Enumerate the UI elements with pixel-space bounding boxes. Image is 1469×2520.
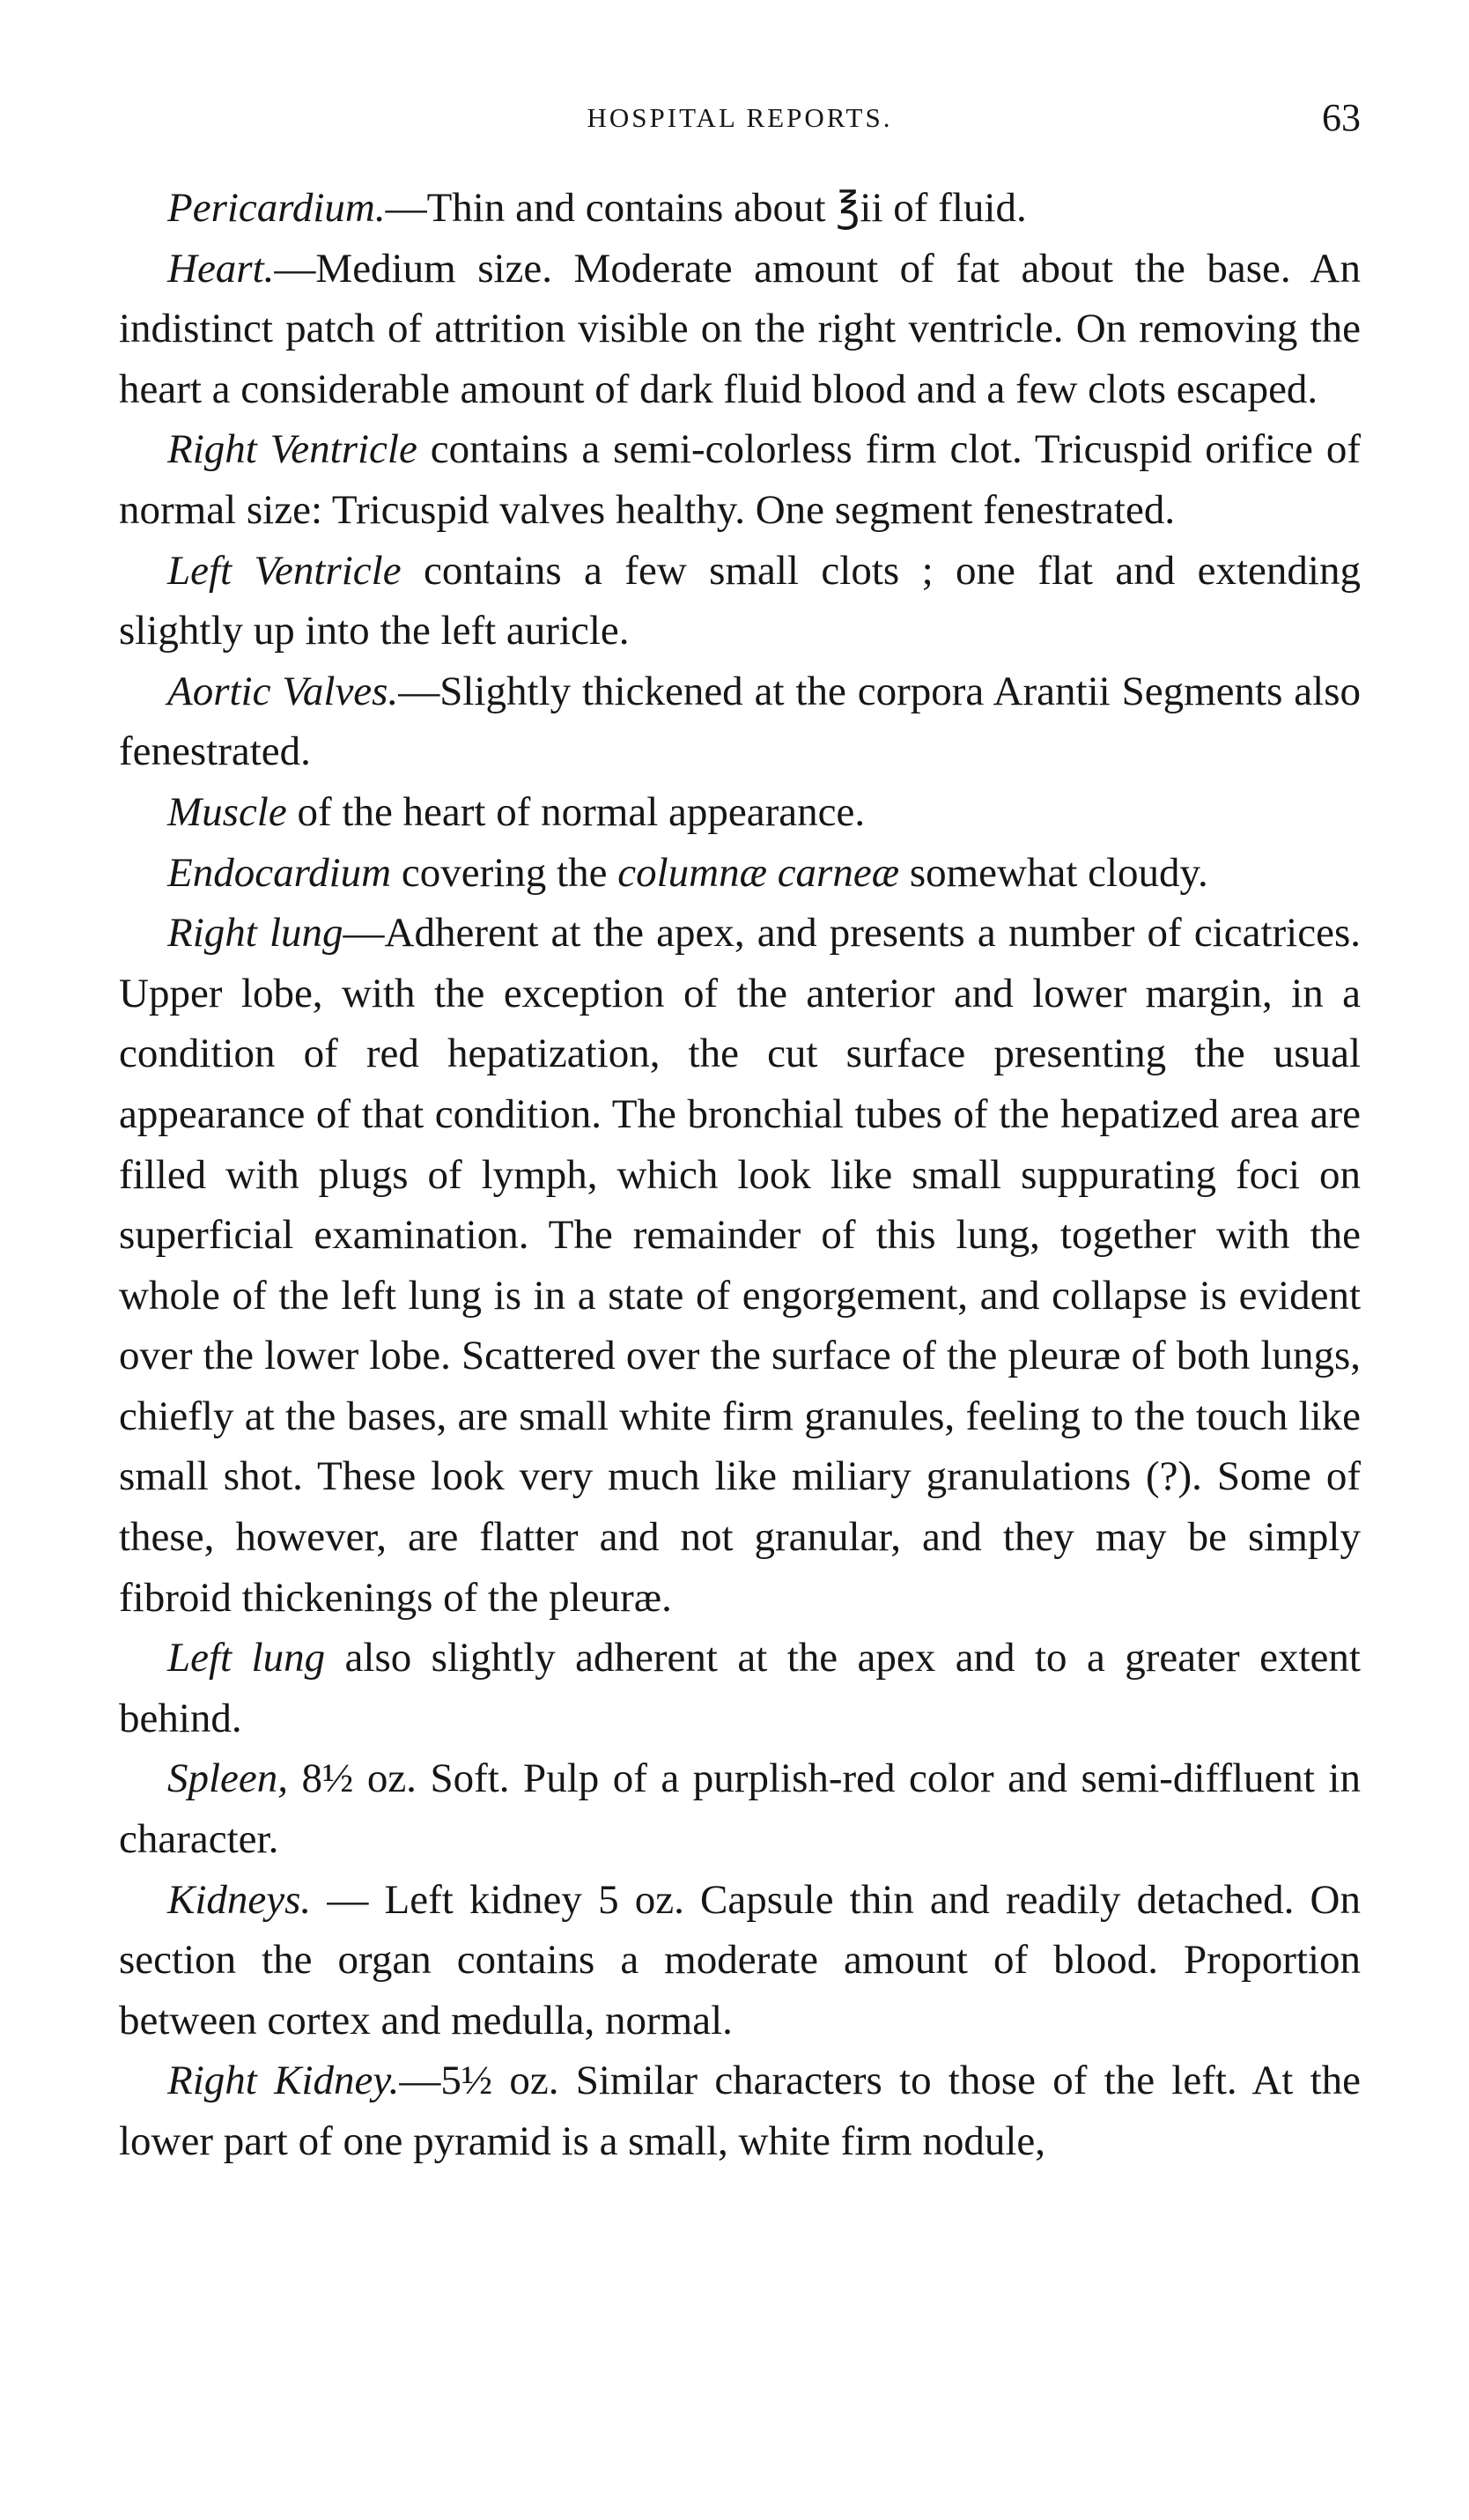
- paragraph-muscle: [119, 782, 1361, 843]
- paragraph-heart: [119, 239, 1361, 420]
- paragraph-right-ventricle: [119, 419, 1361, 540]
- paragraph-left-ventricle: [119, 541, 1361, 661]
- paragraph-lead: Left lung: [167, 1635, 326, 1681]
- paragraph-text: —Slightly thickened at the corpora Arantii Segments also fenestrated.: [119, 668, 1361, 775]
- paragraph-text: also slightly adherent at the apex and to a greater extent behind.: [119, 1635, 1361, 1741]
- paragraph-spleen: [119, 1748, 1361, 1869]
- paragraph-text: contains a few small clots ; one flat and extending slightly up into the left auricle.: [119, 547, 1361, 654]
- paragraph-lead: Aortic Valves.: [167, 668, 399, 714]
- paragraph-lead: Pericardium.: [167, 185, 386, 231]
- paragraph-emphasis: columnæ carneæ: [617, 849, 900, 896]
- page-header: [119, 95, 1361, 148]
- paragraph-right-kidney: [119, 2051, 1361, 2171]
- paragraph-endocardium: [119, 843, 1361, 904]
- paragraph-lead: Right Kidney.: [167, 2058, 400, 2104]
- paragraph-text: —5½ oz. Similar characters to those of the left. At the lower part of one pyramid is a small, white firm nodule,: [119, 2058, 1361, 2164]
- page-number: 63: [1322, 96, 1361, 139]
- paragraph-kidneys: [119, 1870, 1361, 2051]
- paragraph-text: covering the: [391, 849, 618, 896]
- paragraph-lead: Endocardium: [167, 849, 392, 896]
- paragraph-lead: Kidneys.: [167, 1876, 312, 1923]
- paragraph-lead: Muscle: [167, 788, 287, 835]
- paragraph-right-lung: [119, 903, 1361, 1628]
- paragraph-lead: Right lung: [167, 910, 343, 957]
- paragraph-text: 8½ oz. Soft. Pulp of a purplish-red color and semi-diffluent in character.: [119, 1755, 1361, 1863]
- paragraph-lead: Heart.: [167, 245, 275, 292]
- paragraph-lead: Right Ventricle: [167, 426, 417, 473]
- running-head: HOSPITAL REPORTS.: [587, 102, 893, 133]
- paragraph-aortic-valves: [119, 661, 1361, 782]
- paragraph-text: — Left kidney 5 oz. Capsule thin and readily detached. On section the organ contains a moderate amount of blood. Proportion between cortex and medulla, normal.: [119, 1876, 1361, 2043]
- paragraph-text: —Adherent at the apex, and presents a number of cicatrices. Upper lobe, with the exception of the anterior and lower margin, in a condition of red hepatization, the cut surface presenting the usual appearance of that condition. The bronchial tubes of the hepatized area are filled with plugs of lymph, which look like small suppurating foci on superficial examination. The remainder of this lung, together with the whole of the left lung is in a state of engorgement, and collapse is evident over the lower lobe. Scattered over the surface of the pleuræ of both lungs, chiefly at the bases, are small white firm granules, feeling to the touch like small shot. These look very much like miliary granulations (?). Some of these, however, are flatter and not granular, and they may be simply fibroid thickenings of the pleuræ.: [119, 910, 1361, 1621]
- paragraph-text: of the heart of normal appearance.: [286, 788, 866, 835]
- paragraph-lead: Left Ventricle: [167, 547, 402, 594]
- paragraph-text: contains a semi-colorless firm clot. Tricuspid orifice of normal size: Tricuspid valves healthy. One segment fenestrated.: [119, 426, 1361, 533]
- paragraph-pericardium: [119, 178, 1361, 239]
- paragraph-lead: Spleen,: [167, 1755, 289, 1802]
- paragraph-text: —Thin and contains about ℥ii of fluid.: [385, 185, 1027, 231]
- paragraph-text: —Medium size. Moderate amount of fat about the base. An indistinct patch of attrition visible on the right ventricle. On removing the heart a considerable amount of dark fluid blood and a few clots escaped.: [119, 245, 1361, 412]
- paragraph-text: somewhat cloudy.: [899, 849, 1208, 896]
- body-text: [119, 178, 1361, 2172]
- paragraph-left-lung: [119, 1628, 1361, 1748]
